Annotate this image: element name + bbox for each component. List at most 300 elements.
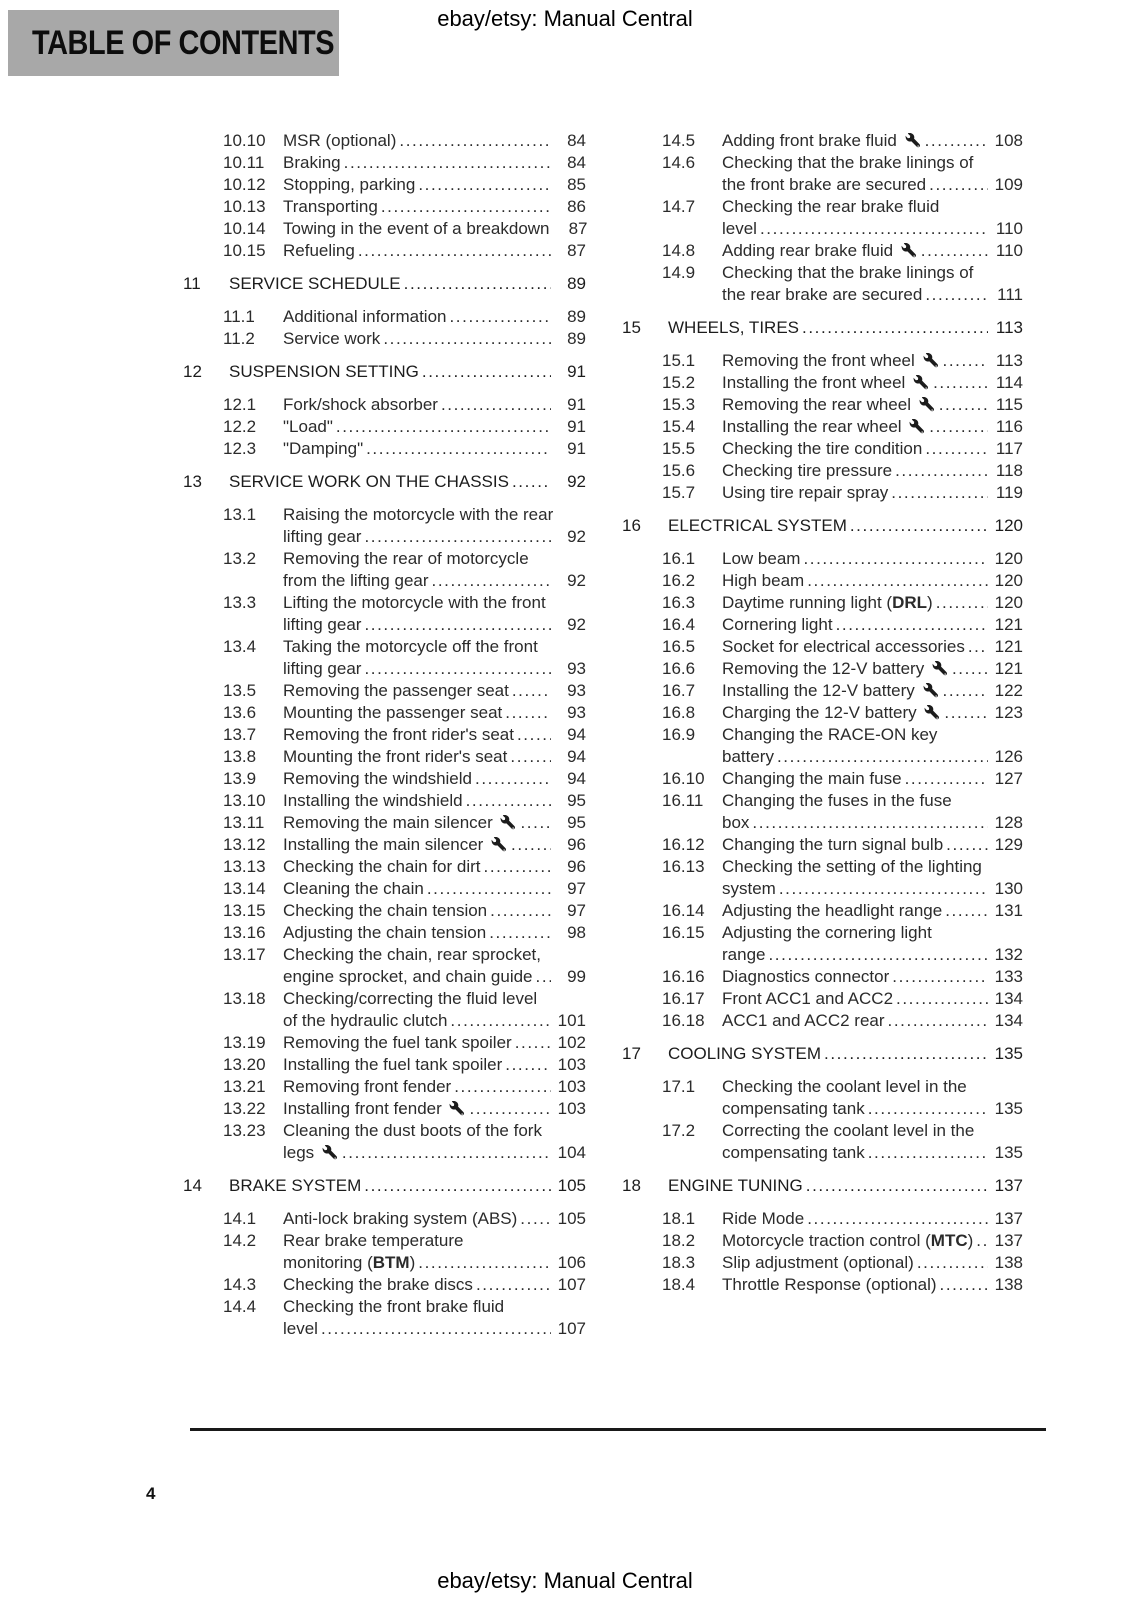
toc-entry-text: Changing the main fuse: [722, 769, 902, 788]
toc-entry-page: 138: [994, 1253, 1023, 1272]
toc-entry: [622, 460, 1023, 482]
toc-entry-number: 16.4: [662, 615, 696, 634]
toc-entry-text: engine sprocket, and chain guide: [283, 967, 533, 986]
toc-entry-number: 16.8: [662, 703, 696, 722]
toc-entry-page: 97: [567, 901, 586, 920]
toc-entry-number: 13.18: [223, 989, 266, 1008]
toc-entry-page: 91: [567, 417, 586, 436]
toc-entry-text: Mounting the passenger seat: [283, 703, 503, 722]
toc-entry-text: Additional information: [283, 307, 447, 326]
toc-entry-page: 103: [557, 1055, 586, 1074]
toc-entry-number: 17: [622, 1044, 641, 1063]
toc-entry-number: 10.14: [223, 219, 266, 238]
toc-entry-text: compensating tank: [722, 1143, 865, 1162]
toc-entry-page: 87: [567, 241, 586, 260]
toc-entry-number: 12: [183, 362, 202, 381]
toc-entry-text: Adding front brake fluid: [722, 130, 922, 152]
toc-entry-page: 113: [995, 318, 1023, 337]
toc-entry-number: 13.5: [223, 681, 257, 700]
toc-entry: [183, 1230, 586, 1274]
toc-entry: [622, 372, 1023, 394]
toc-entry-page: 137: [994, 1176, 1023, 1195]
toc-entry: [183, 306, 586, 328]
toc-column-left: [183, 130, 586, 1340]
toc-entry: [622, 1120, 1023, 1164]
toc-entry: [183, 702, 586, 724]
toc-entry-text: COOLING SYSTEM: [668, 1044, 822, 1063]
toc-entry-text: the front brake are secured: [722, 175, 927, 194]
toc-entry-text: Installing the front wheel: [722, 372, 930, 394]
toc-entry-text: Low beam: [722, 549, 801, 568]
dot-leader: [366, 438, 551, 460]
toc-entry: [622, 350, 1023, 372]
toc-entry-text: Removing the 12-V battery: [722, 658, 949, 680]
toc-entry: [183, 218, 586, 240]
toc-entry: [183, 1098, 586, 1120]
toc-entry: [183, 394, 586, 416]
toc-entry-text: Stopping, parking: [283, 175, 416, 194]
toc-entry-page: 97: [567, 879, 586, 898]
dot-leader: [768, 944, 988, 966]
dot-leader: [803, 548, 988, 570]
toc-entry-page: 91: [567, 439, 586, 458]
toc-entry: [622, 438, 1023, 460]
toc-entry-text: Checking the chain tension: [283, 901, 488, 920]
dot-leader: [364, 526, 551, 548]
toc-entry-page: 109: [994, 175, 1023, 194]
toc-entry-text: Removing the fuel tank spoiler: [283, 1033, 512, 1052]
dot-leader: [925, 438, 988, 460]
wrench-icon: [913, 375, 928, 390]
toc-entry-page: 121: [994, 615, 1023, 634]
toc-entry: [622, 680, 1023, 702]
toc-entry-number: 13.1: [223, 505, 257, 524]
toc-entry-number: 15.4: [662, 417, 696, 436]
toc-entry-page: 95: [567, 813, 586, 832]
toc-entry-text: BRAKE SYSTEM: [229, 1176, 362, 1195]
toc-entry-number: 13.4: [223, 637, 257, 656]
toc-entry-page: 104: [557, 1143, 586, 1162]
toc-entry: [622, 262, 1023, 306]
dot-leader: [520, 1208, 551, 1230]
toc-entry-page: 123: [994, 703, 1023, 722]
toc-entry-text: Motorcycle traction control (MTC): [722, 1231, 974, 1250]
toc-entry-page: 102: [557, 1033, 586, 1052]
toc-entry-number: 13.20: [223, 1055, 266, 1074]
toc-entry-number: 16.6: [662, 659, 696, 678]
toc-entry-page: 93: [567, 659, 586, 678]
dot-leader: [510, 746, 551, 768]
toc-entry-text: Removing front fender: [283, 1077, 452, 1096]
toc-entry-number: 15.7: [662, 483, 696, 502]
toc-entry-number: 13.3: [223, 593, 257, 612]
toc-entry-text: SERVICE WORK ON THE CHASSIS: [229, 472, 509, 491]
dot-leader: [342, 1142, 551, 1164]
toc-entry: [183, 416, 586, 438]
toc-entry-page: 115: [995, 395, 1023, 414]
toc-entry-number: 13: [183, 472, 202, 491]
toc-entry-text: SERVICE SCHEDULE: [229, 274, 401, 293]
dot-leader: [943, 350, 989, 372]
toc-entry-text: Changing the RACE-ON key: [722, 725, 938, 744]
toc-entry-page: 103: [557, 1099, 586, 1118]
toc-section-entry: [183, 273, 586, 295]
toc-entry-page: 113: [995, 351, 1023, 370]
wrench-icon: [491, 837, 506, 852]
toc-entry-text: Installing the main silencer: [283, 834, 508, 856]
dot-leader: [925, 284, 988, 306]
dot-leader: [484, 856, 552, 878]
toc-entry-number: 16.10: [662, 769, 705, 788]
toc-entry-number: 18.2: [662, 1231, 696, 1250]
toc-entry-page: 105: [557, 1209, 586, 1228]
toc-entry-text: Socket for electrical accessories: [722, 637, 965, 656]
toc-entry: [183, 900, 586, 922]
toc-entry-number: 18.1: [662, 1209, 696, 1228]
toc-entry-text: Removing the rear wheel: [722, 394, 936, 416]
toc-entry-text: the rear brake are secured: [722, 285, 923, 304]
toc-entry-text: Adding rear brake fluid: [722, 240, 918, 262]
toc-entry-page: 119: [995, 483, 1023, 502]
toc-entry-page: 120: [994, 516, 1023, 535]
toc-section-entry: [622, 515, 1023, 537]
toc-entry: [183, 1120, 586, 1164]
toc-entry-text: Checking the chain for dirt: [283, 857, 481, 876]
toc-entry-text: Changing the turn signal bulb: [722, 835, 944, 854]
dot-leader: [802, 317, 988, 339]
bottom-watermark: ebay/etsy: Manual Central: [437, 1568, 693, 1593]
toc-entry: [622, 724, 1023, 768]
toc-entry: [183, 746, 586, 768]
toc-entry: [622, 790, 1023, 834]
toc-entry-text: Removing the front wheel: [722, 350, 940, 372]
toc-entry-text: level: [722, 219, 757, 238]
toc-column-right: [622, 130, 1023, 1296]
toc-entry-text: lifting gear: [283, 527, 362, 546]
toc-entry: [622, 856, 1023, 900]
toc-entry-number: 13.16: [223, 923, 266, 942]
dot-leader: [752, 812, 988, 834]
dot-leader: [427, 878, 551, 900]
toc-entry-text: Changing the fuses in the fuse: [722, 791, 952, 810]
toc-entry-text: Service work: [283, 329, 381, 348]
wrench-icon: [905, 133, 920, 148]
toc-entry-page: 116: [995, 417, 1023, 436]
toc-entry: [622, 548, 1023, 570]
toc-entry-page: 122: [994, 681, 1023, 700]
toc-entry-text: Transporting: [283, 197, 378, 216]
toc-entry: [183, 174, 586, 196]
dot-leader: [940, 1274, 988, 1296]
dot-leader: [515, 1032, 551, 1054]
dot-leader: [489, 922, 551, 944]
wrench-icon: [901, 243, 916, 258]
toc-entry-number: 13.2: [223, 549, 257, 568]
toc-entry-page: 89: [567, 329, 586, 348]
toc-entry-number: 14.4: [223, 1297, 257, 1316]
toc-entry-number: 13.19: [223, 1033, 266, 1052]
toc-entry-text: WHEELS, TIRES: [668, 318, 799, 337]
toc-entry-text: Removing the windshield: [283, 769, 472, 788]
toc-entry-page: 137: [994, 1231, 1023, 1250]
toc-entry: [622, 196, 1023, 240]
toc-entry-number: 14.3: [223, 1275, 257, 1294]
toc-entry-number: 10.10: [223, 131, 266, 150]
toc-entry-page: 91: [567, 395, 586, 414]
toc-entry: [183, 1208, 586, 1230]
wrench-icon: [909, 419, 924, 434]
toc-entry: [622, 130, 1023, 152]
toc-entry-text: Installing the rear wheel: [722, 416, 926, 438]
dot-leader: [946, 834, 988, 856]
dot-leader: [895, 460, 988, 482]
toc-entry-text: Fork/shock absorber: [283, 395, 438, 414]
toc-entry: [183, 1296, 586, 1340]
toc-entry-text: Checking the rear brake fluid: [722, 197, 940, 216]
toc-entry: [622, 1010, 1023, 1032]
toc-entry-number: 16.14: [662, 901, 705, 920]
toc-entry-text: Front ACC1 and ACC2: [722, 989, 894, 1008]
toc-section-entry: [622, 317, 1023, 339]
dot-leader: [344, 152, 551, 174]
toc-entry: [183, 834, 586, 856]
dot-leader: [868, 1098, 988, 1120]
toc-entry-page: 96: [567, 835, 586, 854]
toc-entry: [183, 768, 586, 790]
dot-leader: [925, 130, 988, 152]
toc-entry-text: Daytime running light (DRL): [722, 593, 933, 612]
toc-entry-number: 11.1: [223, 307, 255, 326]
toc-entry: [622, 152, 1023, 196]
wrench-icon: [923, 353, 938, 368]
toc-entry-text: Removing the passenger seat: [283, 681, 509, 700]
toc-entry-number: 15.6: [662, 461, 696, 480]
toc-entry: [183, 878, 586, 900]
dot-leader: [466, 790, 551, 812]
toc-entry-page: 85: [567, 175, 586, 194]
toc-entry-text: Removing the front rider's seat: [283, 725, 514, 744]
toc-section-entry: [183, 361, 586, 383]
toc-entry-number: 12.2: [223, 417, 257, 436]
dot-leader: [806, 1175, 988, 1197]
toc-entry-number: 16: [622, 516, 641, 535]
toc-entry-page: 137: [994, 1209, 1023, 1228]
toc-entry-number: 16.9: [662, 725, 696, 744]
dot-leader: [432, 570, 551, 592]
dot-leader: [968, 636, 988, 658]
toc-entry-page: 134: [994, 989, 1023, 1008]
toc-entry-text: Cleaning the dust boots of the fork: [283, 1121, 542, 1140]
toc-entry-number: 13.8: [223, 747, 257, 766]
dot-leader: [364, 614, 551, 636]
dot-leader: [896, 988, 988, 1010]
toc-entry-text: ELECTRICAL SYSTEM: [668, 516, 847, 535]
toc-entry-text: Charging the 12-V battery: [722, 702, 941, 724]
toc-entry-text: Adjusting the cornering light: [722, 923, 932, 942]
toc-entry-text: from the lifting gear: [283, 571, 429, 590]
dot-leader: [512, 471, 551, 493]
toc-entry-number: 13.23: [223, 1121, 266, 1140]
toc-entry-text: Checking the front brake fluid: [283, 1297, 505, 1316]
toc-entry-text: compensating tank: [722, 1099, 865, 1118]
toc-entry: [622, 614, 1023, 636]
toc-entry-number: 13.11: [223, 813, 265, 832]
toc-entry-page: 87: [568, 219, 588, 238]
toc-entry-page: 135: [994, 1099, 1023, 1118]
dot-leader: [505, 702, 551, 724]
toc-entry-page: 86: [567, 197, 586, 216]
dot-leader: [321, 1318, 551, 1340]
dot-leader: [469, 1098, 551, 1120]
toc-entry-number: 10.12: [223, 175, 266, 194]
toc-entry-page: 107: [557, 1319, 586, 1338]
toc-entry-text: system: [722, 879, 776, 898]
toc-entry-number: 16.13: [662, 857, 705, 876]
toc-entry-text: Raising the motorcycle with the rear: [283, 505, 554, 524]
toc-entry: [183, 152, 586, 174]
toc-section-entry: [183, 1175, 586, 1197]
toc-entry-page: 120: [994, 549, 1023, 568]
dot-leader: [888, 1010, 988, 1032]
wrench-icon: [449, 1101, 464, 1116]
toc-entry-text: Refueling: [283, 241, 355, 260]
dot-leader: [476, 1274, 551, 1296]
toc-entry: [183, 790, 586, 812]
toc-entry-number: 18.3: [662, 1253, 696, 1272]
toc-entry-text: legs: [283, 1142, 339, 1164]
dot-leader: [836, 614, 988, 636]
toc-entry-text: range: [722, 945, 766, 964]
dot-leader: [943, 680, 988, 702]
toc-entry: [622, 900, 1023, 922]
toc-entry: [183, 548, 586, 592]
toc-entry-text: Throttle Response (optional): [722, 1275, 937, 1294]
toc-entry: [622, 1208, 1023, 1230]
toc-entry-number: 10.13: [223, 197, 266, 216]
toc-entry-number: 11: [183, 274, 201, 293]
toc-entry: [622, 768, 1023, 790]
toc-entry-page: 127: [994, 769, 1023, 788]
dot-leader: [929, 416, 988, 438]
dot-leader: [929, 174, 988, 196]
toc-entry-text: Checking the brake discs: [283, 1275, 473, 1294]
toc-entry-text: Braking: [283, 153, 341, 172]
toc-entry-page: 92: [567, 527, 586, 546]
toc-entry-number: 16.16: [662, 967, 705, 986]
toc-entry-number: 12.1: [223, 395, 257, 414]
toc-entry-number: 13.15: [223, 901, 266, 920]
toc-entry: [183, 944, 586, 988]
footer-rule: [190, 1428, 1046, 1431]
toc-entry-page: 93: [567, 703, 586, 722]
toc-entry-number: 13.6: [223, 703, 257, 722]
toc-entry-number: 14.7: [662, 197, 696, 216]
toc-entry-page: 105: [557, 1176, 586, 1195]
toc-entry: [622, 416, 1023, 438]
toc-entry-number: 16.1: [662, 549, 696, 568]
toc-entry-text: Removing the rear of motorcycle: [283, 549, 529, 568]
dot-leader: [824, 1043, 988, 1065]
toc-entry-page: 106: [557, 1253, 586, 1272]
toc-entry-page: 111: [997, 285, 1023, 304]
toc-entry-page: 101: [557, 1011, 586, 1030]
toc-entry-number: 16.2: [662, 571, 696, 590]
toc-entry-page: 110: [995, 241, 1023, 260]
dot-leader: [364, 1175, 551, 1197]
toc-entry: [183, 1076, 586, 1098]
wrench-icon: [924, 705, 939, 720]
dot-leader: [952, 658, 988, 680]
toc-entry-page: 135: [994, 1143, 1023, 1162]
toc-entry-page: 134: [994, 1011, 1023, 1030]
toc-entry-text: Cornering light: [722, 615, 833, 634]
toc-entry: [622, 636, 1023, 658]
toc-entry-number: 15.2: [662, 373, 696, 392]
toc-entry-page: 96: [567, 857, 586, 876]
toc-entry-number: 14.6: [662, 153, 696, 172]
toc-entry: [183, 724, 586, 746]
toc-entry-number: 17.2: [662, 1121, 696, 1140]
dot-leader: [422, 361, 551, 383]
dot-leader: [760, 218, 988, 240]
toc-entry-text: battery: [722, 747, 774, 766]
toc-entry-text: Checking/correcting the fluid level: [283, 989, 538, 1008]
toc-entry-page: 128: [994, 813, 1023, 832]
toc-entry-page: 110: [995, 219, 1023, 238]
dot-leader: [404, 273, 551, 295]
dot-leader: [917, 1252, 988, 1274]
toc-entry-text: Checking that the brake linings of: [722, 153, 974, 172]
wrench-icon: [500, 815, 515, 830]
dot-leader: [441, 394, 551, 416]
toc-entry-number: 14: [183, 1176, 202, 1195]
toc-entry-number: 13.10: [223, 791, 266, 810]
toc-entry-page: 98: [567, 923, 586, 942]
toc-entry: [183, 636, 586, 680]
toc-entry-text: Taking the motorcycle off the front: [283, 637, 538, 656]
toc-entry-number: 13.9: [223, 769, 257, 788]
toc-entry-text: Checking the coolant level in the: [722, 1077, 967, 1096]
dot-leader: [399, 130, 551, 152]
dot-leader: [891, 482, 988, 504]
dot-leader: [418, 1252, 551, 1274]
toc-entry-text: Checking that the brake linings of: [722, 263, 974, 282]
toc-entry-page: 99: [567, 967, 586, 986]
toc-entry-number: 13.7: [223, 725, 257, 744]
toc-entry: [183, 592, 586, 636]
toc-entry-text: Correcting the coolant level in the: [722, 1121, 975, 1140]
toc-entry-page: 92: [567, 571, 586, 590]
dot-leader: [450, 1010, 551, 1032]
dot-leader: [454, 1076, 551, 1098]
toc-entry-page: 94: [567, 725, 586, 744]
toc-entry-number: 15: [622, 318, 641, 337]
toc-entry-number: 13.17: [223, 945, 266, 964]
dot-leader: [536, 966, 551, 988]
toc-entry-page: 118: [995, 461, 1023, 480]
toc-entry-text: lifting gear: [283, 615, 362, 634]
toc-entry-text: lifting gear: [283, 659, 362, 678]
toc-entry-page: 131: [994, 901, 1023, 920]
top-watermark: ebay/etsy: Manual Central: [437, 6, 693, 31]
toc-entry-page: 120: [994, 571, 1023, 590]
toc-entry: [622, 834, 1023, 856]
toc-entry: [183, 130, 586, 152]
folio-page-number: 4: [146, 1484, 156, 1503]
wrench-icon: [923, 683, 938, 698]
toc-entry-page: 89: [567, 274, 586, 293]
toc-entry-text: Installing the 12-V battery: [722, 680, 940, 702]
